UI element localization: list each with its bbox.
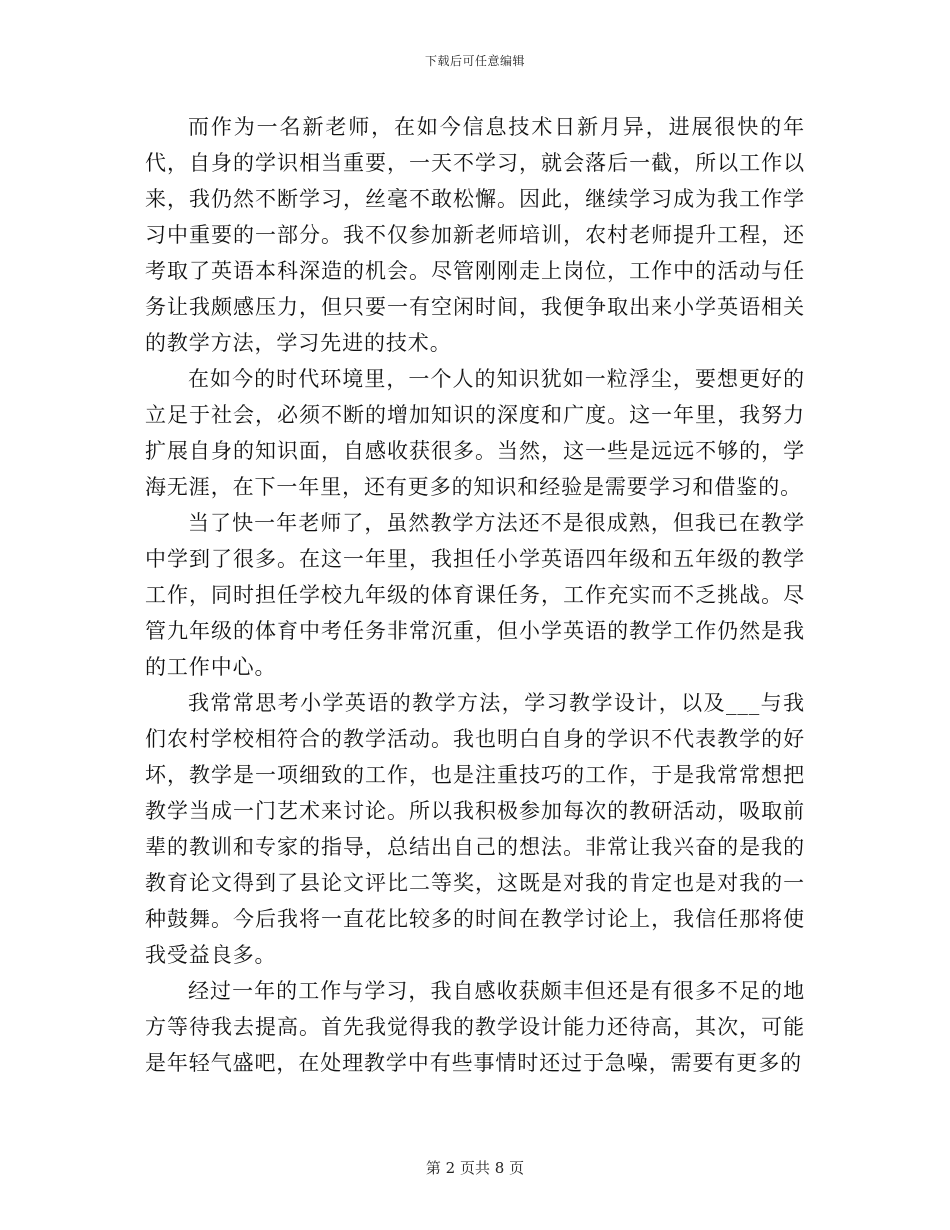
page-number-footer: 第 2 页共 8 页 [425, 1159, 525, 1177]
page-header: 下载后可任意编辑 [424, 54, 525, 68]
document-body [145, 109, 805, 1081]
paragraph-4: 我常常思考小学英语的教学方法，学习教学设计，以及___与我们农村学校相符合的教学活动。我也明白自身的学识不代表教学的好坏，教学是一项细致的工作，也是注重技巧的工作，于是我常常想把教学当成一门艺术来讨论。所以我积极参加每次的教研活动，吸取前辈的教训和专家的指导，总结出自己的想法。非常让我兴奋的是我的教育论文得到了县论文评比二等奖，这既是对我的肯定也是对我的一种鼓舞。今后我将一直花比较多的时间在教学讨论上，我信任那将使我受益良多。 [145, 691, 805, 967]
paragraph-5: 经过一年的工作与学习，我自感收获颇丰但还是有很多不足的地方等待我去提高。首先我觉得我的教学设计能力还待高，其次，可能是年轻气盛吧，在处理教学中有些事情时还过于急噪，需要有更多的 [145, 979, 805, 1075]
paragraph-3: 当了快一年老师了，虽然教学方法还不是很成熟，但我已在教学中学到了很多。在这一年里，我担任小学英语四年级和五年级的教学工作，同时担任学校九年级的体育课任务，工作充实而不乏挑战。尽管九年级的体育中考任务非常沉重，但小学英语的教学工作仍然是我的工作中心。 [145, 511, 805, 679]
paragraph-1: 而作为一名新老师，在如今信息技术日新月异，进展很快的年代，自身的学识相当重要，一天不学习，就会落后一截，所以工作以来，我仍然不断学习，丝毫不敢松懈。因此，继续学习成为我工作学习中重要的一部分。我不仅参加新老师培训，农村老师提升工程，还考取了英语本科深造的机会。尽管刚刚走上岗位，工作中的活动与任务让我颇感压力，但只要一有空闲时间，我便争取出来小学英语相关的教学方法，学习先进的技术。 [145, 115, 805, 355]
paragraph-2: 在如今的时代环境里，一个人的知识犹如一粒浮尘，要想更好的立足于社会，必须不断的增加知识的深度和广度。这一年里，我努力扩展自身的知识面，自感收获很多。当然，这一些是远远不够的，学海无涯，在下一年里，还有更多的知识和经验是需要学习和借鉴的。 [145, 367, 805, 499]
